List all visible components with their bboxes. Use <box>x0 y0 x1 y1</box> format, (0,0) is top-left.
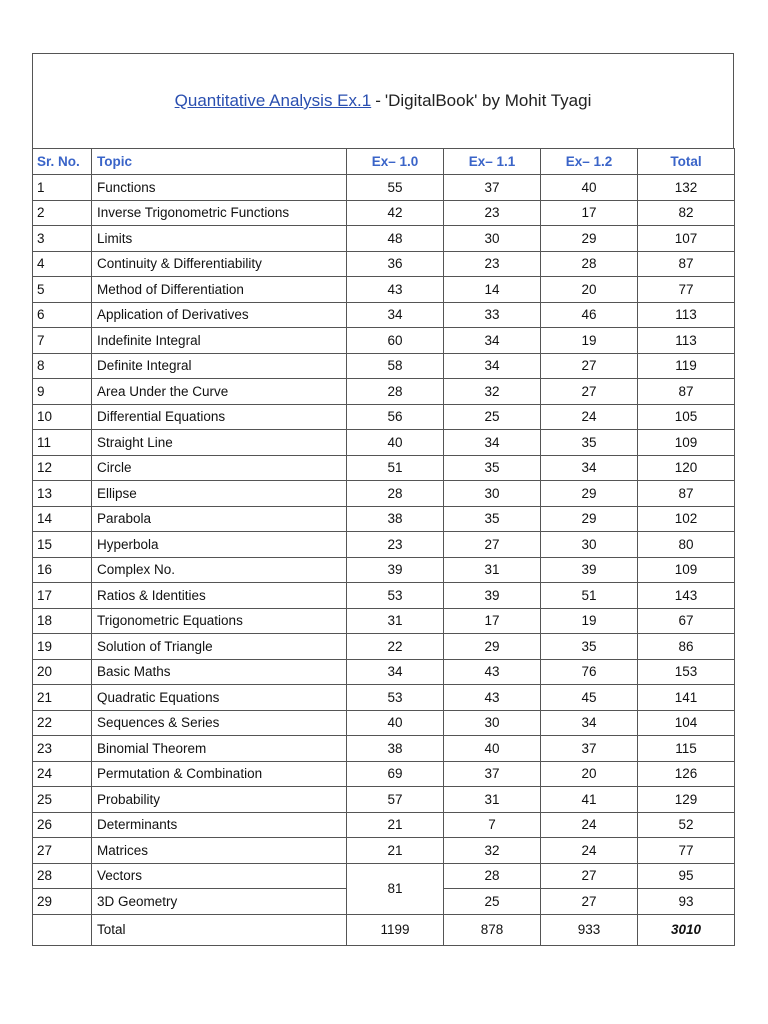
topic-cell: Inverse Trigonometric Functions <box>92 200 347 226</box>
total-cell: 105 <box>638 404 735 430</box>
ex-1-2-cell: 20 <box>541 277 638 303</box>
table-row <box>33 302 735 328</box>
ex-1-0-cell: 38 <box>347 506 444 532</box>
ex-1-2-cell: 46 <box>541 302 638 328</box>
sr-cell: 3 <box>33 226 92 252</box>
table-row <box>33 685 735 711</box>
table-row <box>33 404 735 430</box>
ex-1-1-cell: 37 <box>444 175 541 201</box>
table-row <box>33 736 735 762</box>
ex-1-0-cell: 43 <box>347 277 444 303</box>
sr-cell: 20 <box>33 659 92 685</box>
ex-1-1-cell: 25 <box>444 404 541 430</box>
table-row <box>33 379 735 405</box>
total-cell: 87 <box>638 481 735 507</box>
ex-1-2-cell: 35 <box>541 430 638 456</box>
total-cell: 87 <box>638 251 735 277</box>
table-row <box>33 277 735 303</box>
ex-1-1-cell: 17 <box>444 608 541 634</box>
total-cell: 52 <box>638 812 735 838</box>
ex-1-1-cell: 23 <box>444 200 541 226</box>
title-text: 'DigitalBook' by Mohit Tyagi <box>384 91 592 110</box>
ex-1-1-cell: 43 <box>444 685 541 711</box>
ex-1-0-cell: 31 <box>347 608 444 634</box>
ex-1-0-cell: 23 <box>347 532 444 558</box>
ex-1-2-cell: 27 <box>541 889 638 915</box>
total-cell: 86 <box>638 634 735 660</box>
header-ex-1-2: Ex– 1.2 <box>541 149 638 175</box>
ex-1-0-cell: 21 <box>347 812 444 838</box>
title-link[interactable]: Quantitative Analysis Ex.1 <box>174 91 372 110</box>
sr-cell: 7 <box>33 328 92 354</box>
total-cell: 77 <box>638 277 735 303</box>
topic-cell: Vectors <box>92 863 347 889</box>
total-cell: 109 <box>638 430 735 456</box>
ex-1-2-cell: 34 <box>541 710 638 736</box>
ex-1-1-cell: 39 <box>444 583 541 609</box>
table-row <box>33 200 735 226</box>
ex-1-0-cell: 57 <box>347 787 444 813</box>
total-cell: 93 <box>638 889 735 915</box>
total-cell: 109 <box>638 557 735 583</box>
ex-1-1-cell: 30 <box>444 226 541 252</box>
topic-cell: Method of Differentiation <box>92 277 347 303</box>
topic-cell: Probability <box>92 787 347 813</box>
sr-cell: 1 <box>33 175 92 201</box>
ex-1-1-cell: 27 <box>444 532 541 558</box>
sr-cell: 10 <box>33 404 92 430</box>
ex-1-1-cell: 30 <box>444 710 541 736</box>
total-cell: 141 <box>638 685 735 711</box>
totals-label: Total <box>92 914 347 945</box>
table-row <box>33 506 735 532</box>
sr-cell: 28 <box>33 863 92 889</box>
total-cell: 104 <box>638 710 735 736</box>
ex-1-0-cell: 34 <box>347 302 444 328</box>
topic-cell: Functions <box>92 175 347 201</box>
analysis-sheet <box>32 53 734 946</box>
ex-1-1-cell: 31 <box>444 557 541 583</box>
ex-1-0-cell: 60 <box>347 328 444 354</box>
ex-1-2-cell: 17 <box>541 200 638 226</box>
ex-1-2-cell: 28 <box>541 251 638 277</box>
table-row <box>33 634 735 660</box>
ex-1-1-cell: 34 <box>444 430 541 456</box>
ex-1-0-cell: 55 <box>347 175 444 201</box>
sr-cell: 22 <box>33 710 92 736</box>
table-row <box>33 608 735 634</box>
topic-cell: Differential Equations <box>92 404 347 430</box>
sr-cell: 12 <box>33 455 92 481</box>
ex-1-2-cell: 27 <box>541 353 638 379</box>
ex-1-1-cell: 25 <box>444 889 541 915</box>
ex-1-1-cell: 31 <box>444 787 541 813</box>
total-cell: 87 <box>638 379 735 405</box>
ex-1-2-cell: 24 <box>541 812 638 838</box>
ex-1-2-cell: 76 <box>541 659 638 685</box>
ex-1-2-cell: 29 <box>541 481 638 507</box>
table-row <box>33 251 735 277</box>
total-cell: 132 <box>638 175 735 201</box>
topic-cell: Definite Integral <box>92 353 347 379</box>
totals-empty-cell <box>33 914 92 945</box>
ex-1-1-cell: 43 <box>444 659 541 685</box>
total-cell: 80 <box>638 532 735 558</box>
ex-1-2-cell: 30 <box>541 532 638 558</box>
total-ex-1-0: 1199 <box>347 914 444 945</box>
topic-cell: Binomial Theorem <box>92 736 347 762</box>
table-row <box>33 787 735 813</box>
ex-1-0-cell: 81 <box>347 863 444 914</box>
sr-cell: 2 <box>33 200 92 226</box>
ex-1-0-cell: 36 <box>347 251 444 277</box>
total-cell: 77 <box>638 838 735 864</box>
total-cell: 95 <box>638 863 735 889</box>
total-cell: 82 <box>638 200 735 226</box>
ex-1-1-cell: 34 <box>444 328 541 354</box>
ex-1-0-cell: 53 <box>347 685 444 711</box>
table-row <box>33 812 735 838</box>
table-row <box>33 659 735 685</box>
total-cell: 113 <box>638 328 735 354</box>
ex-1-2-cell: 39 <box>541 557 638 583</box>
header-row <box>33 149 735 175</box>
sr-cell: 4 <box>33 251 92 277</box>
ex-1-0-cell: 40 <box>347 710 444 736</box>
total-cell: 113 <box>638 302 735 328</box>
topic-cell: 3D Geometry <box>92 889 347 915</box>
title-separator: - <box>375 91 381 110</box>
topic-table <box>32 148 735 946</box>
total-cell: 126 <box>638 761 735 787</box>
ex-1-0-cell: 42 <box>347 200 444 226</box>
ex-1-2-cell: 51 <box>541 583 638 609</box>
topic-cell: Matrices <box>92 838 347 864</box>
ex-1-0-cell: 34 <box>347 659 444 685</box>
ex-1-2-cell: 37 <box>541 736 638 762</box>
sr-cell: 6 <box>33 302 92 328</box>
ex-1-2-cell: 35 <box>541 634 638 660</box>
topic-cell: Indefinite Integral <box>92 328 347 354</box>
ex-1-2-cell: 41 <box>541 787 638 813</box>
total-cell: 67 <box>638 608 735 634</box>
table-row <box>33 430 735 456</box>
ex-1-1-cell: 33 <box>444 302 541 328</box>
header-ex-1-1: Ex– 1.1 <box>444 149 541 175</box>
table-row <box>33 710 735 736</box>
ex-1-0-cell: 53 <box>347 583 444 609</box>
topic-cell: Continuity & Differentiability <box>92 251 347 277</box>
sr-cell: 19 <box>33 634 92 660</box>
ex-1-0-cell: 22 <box>347 634 444 660</box>
topic-cell: Ellipse <box>92 481 347 507</box>
ex-1-2-cell: 29 <box>541 226 638 252</box>
total-cell: 120 <box>638 455 735 481</box>
ex-1-1-cell: 14 <box>444 277 541 303</box>
header-sr-no: Sr. No. <box>33 149 92 175</box>
ex-1-1-cell: 34 <box>444 353 541 379</box>
ex-1-2-cell: 40 <box>541 175 638 201</box>
table-row <box>33 481 735 507</box>
sr-cell: 5 <box>33 277 92 303</box>
ex-1-1-cell: 40 <box>444 736 541 762</box>
topic-cell: Solution of Triangle <box>92 634 347 660</box>
ex-1-1-cell: 35 <box>444 455 541 481</box>
total-ex-1-2: 933 <box>541 914 638 945</box>
ex-1-1-cell: 23 <box>444 251 541 277</box>
ex-1-1-cell: 32 <box>444 379 541 405</box>
ex-1-2-cell: 34 <box>541 455 638 481</box>
header-ex-1-0: Ex– 1.0 <box>347 149 444 175</box>
ex-1-1-cell: 37 <box>444 761 541 787</box>
table-row <box>33 455 735 481</box>
total-cell: 115 <box>638 736 735 762</box>
ex-1-2-cell: 19 <box>541 328 638 354</box>
topic-cell: Determinants <box>92 812 347 838</box>
header-topic: Topic <box>92 149 347 175</box>
ex-1-0-cell: 39 <box>347 557 444 583</box>
topic-cell: Quadratic Equations <box>92 685 347 711</box>
table-row <box>33 583 735 609</box>
sr-cell: 23 <box>33 736 92 762</box>
ex-1-2-cell: 24 <box>541 404 638 430</box>
ex-1-0-cell: 69 <box>347 761 444 787</box>
table-row <box>33 226 735 252</box>
title-box <box>32 53 734 148</box>
topic-cell: Area Under the Curve <box>92 379 347 405</box>
table-row <box>33 353 735 379</box>
total-cell: 102 <box>638 506 735 532</box>
topic-cell: Ratios & Identities <box>92 583 347 609</box>
topic-cell: Hyperbola <box>92 532 347 558</box>
total-cell: 107 <box>638 226 735 252</box>
ex-1-2-cell: 27 <box>541 863 638 889</box>
topic-cell: Application of Derivatives <box>92 302 347 328</box>
topic-cell: Trigonometric Equations <box>92 608 347 634</box>
ex-1-2-cell: 29 <box>541 506 638 532</box>
topic-cell: Circle <box>92 455 347 481</box>
sr-cell: 27 <box>33 838 92 864</box>
total-cell: 119 <box>638 353 735 379</box>
table-row <box>33 328 735 354</box>
ex-1-2-cell: 27 <box>541 379 638 405</box>
topic-cell: Sequences & Series <box>92 710 347 736</box>
sr-cell: 21 <box>33 685 92 711</box>
sr-cell: 9 <box>33 379 92 405</box>
ex-1-0-cell: 56 <box>347 404 444 430</box>
table-row <box>33 175 735 201</box>
topic-cell: Limits <box>92 226 347 252</box>
ex-1-1-cell: 7 <box>444 812 541 838</box>
sr-cell: 17 <box>33 583 92 609</box>
ex-1-0-cell: 40 <box>347 430 444 456</box>
sr-cell: 24 <box>33 761 92 787</box>
ex-1-2-cell: 45 <box>541 685 638 711</box>
ex-1-0-cell: 28 <box>347 481 444 507</box>
ex-1-0-cell: 38 <box>347 736 444 762</box>
ex-1-1-cell: 35 <box>444 506 541 532</box>
topic-cell: Parabola <box>92 506 347 532</box>
sr-cell: 15 <box>33 532 92 558</box>
sr-cell: 16 <box>33 557 92 583</box>
sr-cell: 11 <box>33 430 92 456</box>
total-ex-1-1: 878 <box>444 914 541 945</box>
ex-1-0-cell: 48 <box>347 226 444 252</box>
total-cell: 143 <box>638 583 735 609</box>
ex-1-0-cell: 51 <box>347 455 444 481</box>
topic-cell: Complex No. <box>92 557 347 583</box>
ex-1-2-cell: 19 <box>541 608 638 634</box>
table-row <box>33 532 735 558</box>
ex-1-1-cell: 29 <box>444 634 541 660</box>
ex-1-2-cell: 20 <box>541 761 638 787</box>
table-row <box>33 557 735 583</box>
table-row <box>33 863 735 889</box>
sr-cell: 8 <box>33 353 92 379</box>
ex-1-0-cell: 21 <box>347 838 444 864</box>
header-total: Total <box>638 149 735 175</box>
sr-cell: 13 <box>33 481 92 507</box>
sr-cell: 29 <box>33 889 92 915</box>
topic-cell: Basic Maths <box>92 659 347 685</box>
table-row <box>33 838 735 864</box>
sr-cell: 14 <box>33 506 92 532</box>
ex-1-1-cell: 32 <box>444 838 541 864</box>
table-row <box>33 761 735 787</box>
ex-1-0-cell: 58 <box>347 353 444 379</box>
topic-cell: Straight Line <box>92 430 347 456</box>
sr-cell: 26 <box>33 812 92 838</box>
ex-1-1-cell: 30 <box>444 481 541 507</box>
total-cell: 129 <box>638 787 735 813</box>
totals-row <box>33 914 735 945</box>
ex-1-2-cell: 24 <box>541 838 638 864</box>
ex-1-0-cell: 28 <box>347 379 444 405</box>
total-cell: 153 <box>638 659 735 685</box>
sr-cell: 25 <box>33 787 92 813</box>
topic-cell: Permutation & Combination <box>92 761 347 787</box>
ex-1-1-cell: 28 <box>444 863 541 889</box>
grand-total: 3010 <box>638 914 735 945</box>
sr-cell: 18 <box>33 608 92 634</box>
